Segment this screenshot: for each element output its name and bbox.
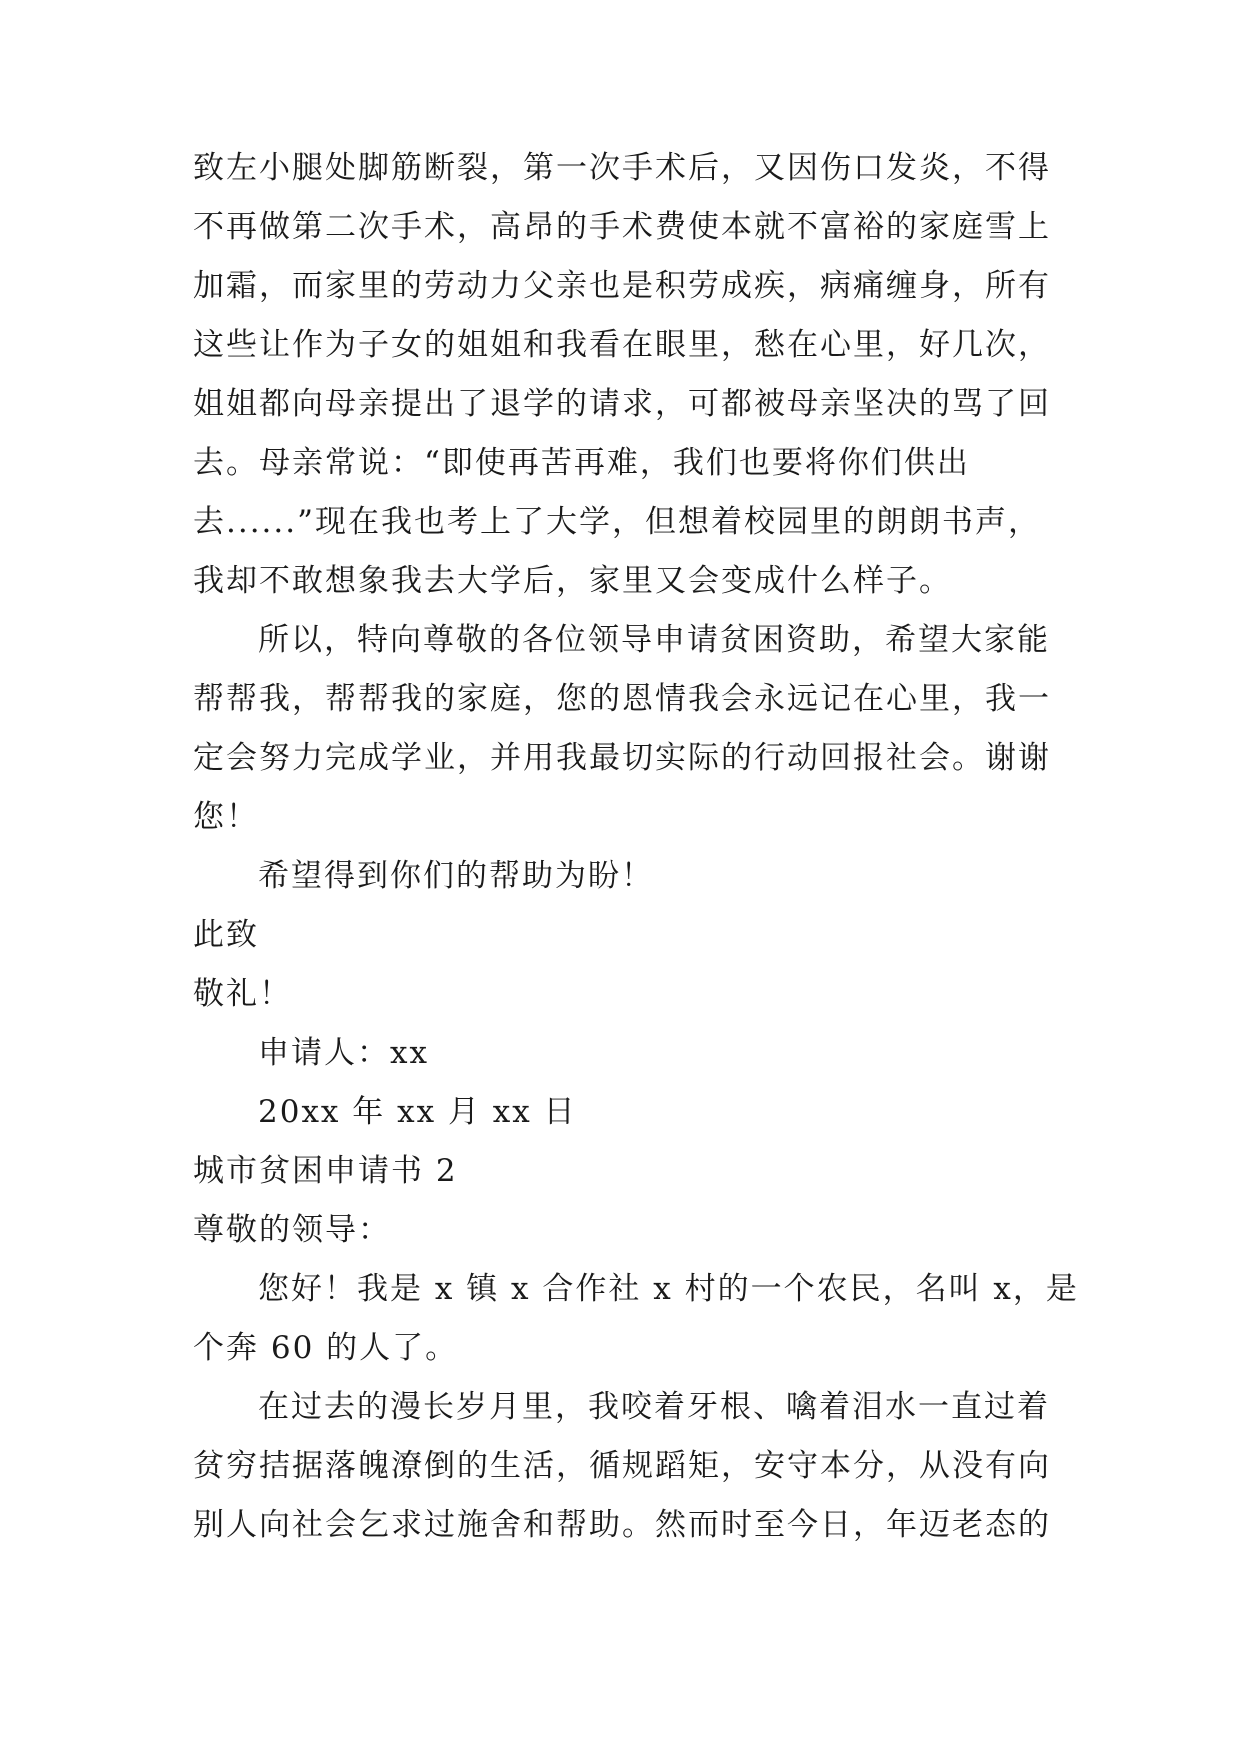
- section-title: 城市贫困申请书 2: [193, 1153, 458, 1189]
- body-line: 不再做第二次手术，高昂的手术费使本就不富裕的家庭雪上: [193, 209, 1051, 245]
- date-line: 20xx 年 xx 月 xx 日: [258, 1094, 577, 1130]
- body-line: 希望得到你们的帮助为盼！: [258, 858, 654, 894]
- body-line: 个奔 60 的人了。: [193, 1330, 459, 1366]
- body-line: 别人向社会乞求过施舍和帮助。然而时至今日，年迈老态的: [193, 1507, 1051, 1543]
- body-line: 去。母亲常说：“即使再苦再难，我们也要将你们供出: [193, 445, 970, 481]
- salutation-line: 尊敬的领导：: [193, 1212, 391, 1248]
- body-line: 所以，特向尊敬的各位领导申请贫困资助，希望大家能: [258, 622, 1050, 658]
- body-line: 贫穷拮据落魄潦倒的生活，循规蹈矩，安守本分，从没有向: [193, 1448, 1051, 1484]
- body-line: 定会努力完成学业，并用我最切实际的行动回报社会。谢谢: [193, 740, 1051, 776]
- body-line: 加霜，而家里的劳动力父亲也是积劳成疾，病痛缠身，所有: [193, 268, 1051, 304]
- body-line: 帮帮我，帮帮我的家庭，您的恩情我会永远记在心里，我一: [193, 681, 1051, 717]
- body-line: 致左小腿处脚筋断裂，第一次手术后，又因伤口发炎，不得: [193, 150, 1051, 186]
- closing-line: 敬礼！: [193, 976, 292, 1012]
- body-line: 去......”现在我也考上了大学，但想着校园里的朗朗书声，: [193, 504, 1041, 540]
- body-line: 您好！我是 x 镇 x 合作社 x 村的一个农民，名叫 x，是: [258, 1271, 1079, 1307]
- body-line: 姐姐都向母亲提出了退学的请求，可都被母亲坚决的骂了回: [193, 386, 1051, 422]
- signature-line: 申请人：xx: [258, 1035, 429, 1071]
- closing-line: 此致: [193, 917, 259, 953]
- body-line: 我却不敢想象我去大学后，家里又会变成什么样子。: [193, 563, 952, 599]
- body-line: 在过去的漫长岁月里，我咬着牙根、噙着泪水一直过着: [258, 1389, 1050, 1425]
- body-line: 您！: [193, 799, 259, 835]
- body-line: 这些让作为子女的姐姐和我看在眼里，愁在心里，好几次，: [193, 327, 1051, 363]
